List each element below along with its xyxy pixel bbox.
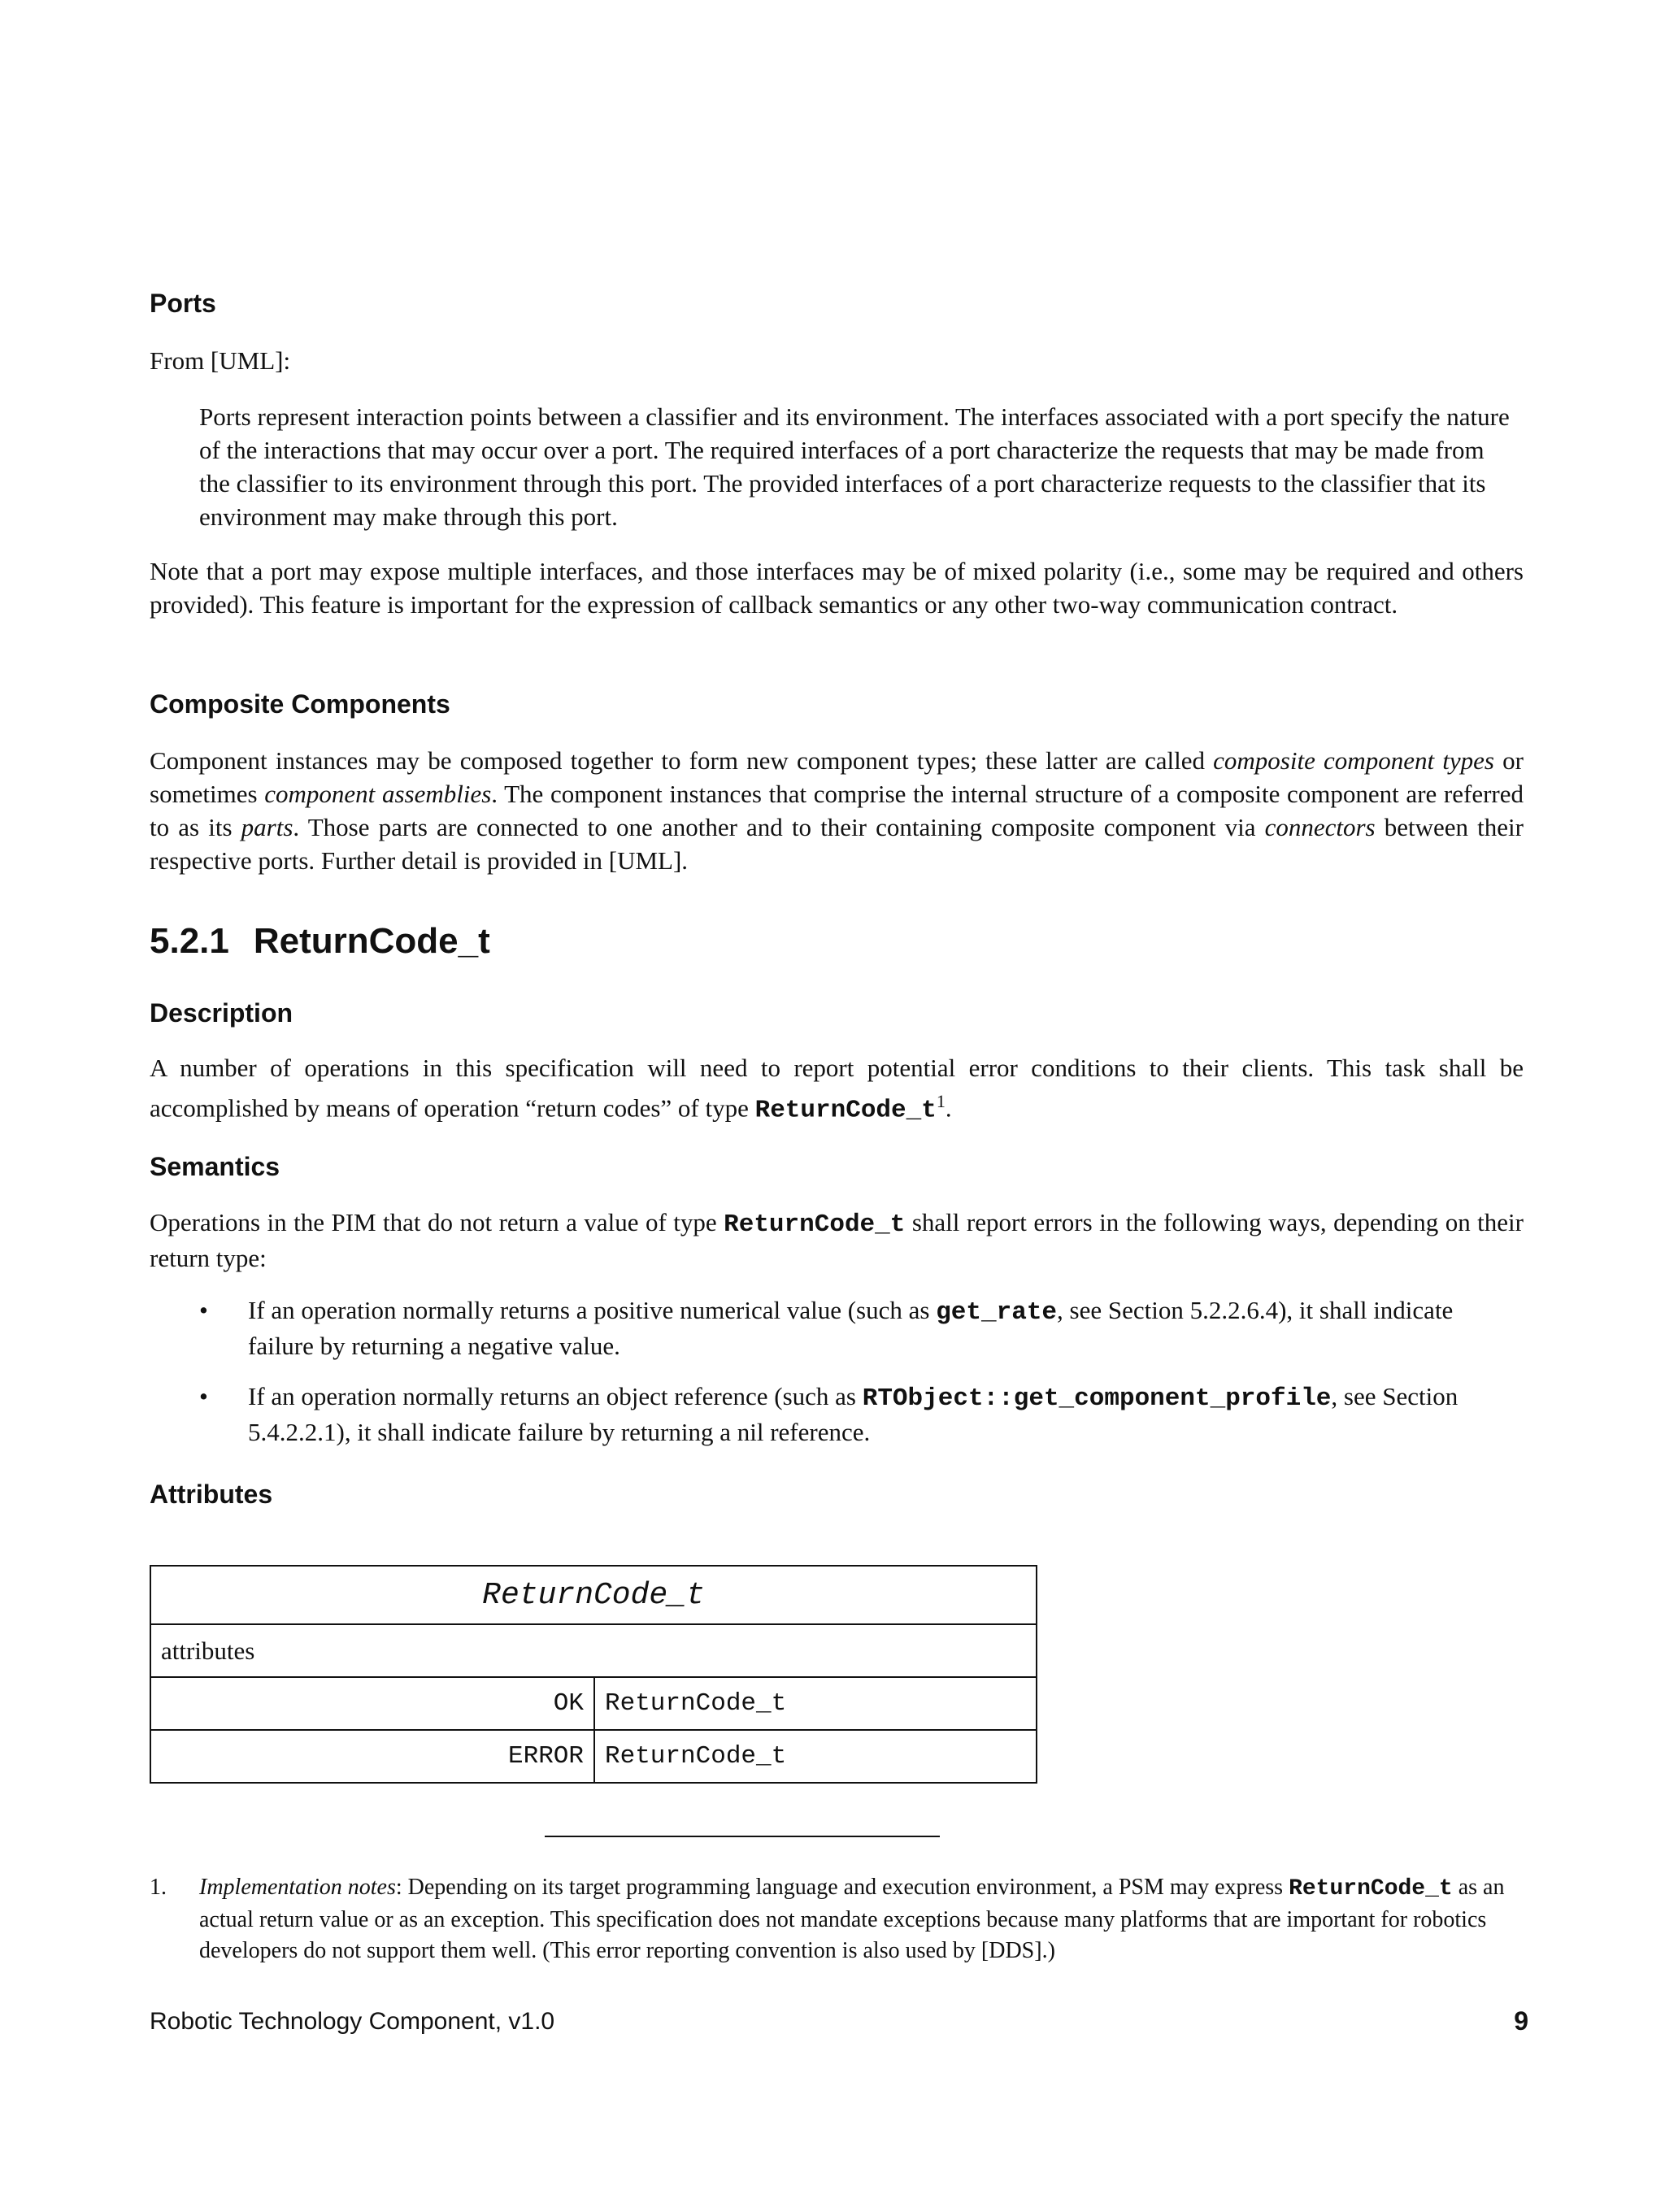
footnote-label: Implementation notes <box>199 1875 396 1900</box>
attribute-type: ReturnCode_t <box>594 1730 1037 1783</box>
composite-paragraph <box>150 744 1524 877</box>
attribute-type: ReturnCode_t <box>594 1677 1037 1730</box>
attributes-heading: Attributes <box>150 1480 273 1509</box>
bullet-text-after: , see Section 5.2.2.6.4), it shall indicate failure by returning a negative value. <box>248 1296 1454 1360</box>
footnote-text-1: : Depending on its target programming language and execution environment, a PSM may express <box>395 1875 1289 1900</box>
composite-text-2: or sometimes <box>150 746 1524 808</box>
bullet-text-after: , see Section 5.4.2.2.1), it shall indicate failure by returning a nil reference. <box>248 1382 1459 1446</box>
section-number: 5.2.1 <box>150 921 229 961</box>
bullet-item <box>199 1293 1524 1362</box>
composite-term-2: component assemblies <box>264 780 492 808</box>
composite-term-4: connectors <box>1264 813 1376 841</box>
semantics-text-1: Operations in the PIM that do not return a value of type <box>150 1208 724 1236</box>
bullet-code: get_rate <box>936 1298 1058 1327</box>
description-heading: Description <box>150 998 293 1028</box>
footnote-separator <box>545 1836 940 1837</box>
composite-heading: Composite Components <box>150 689 450 719</box>
table-section-row <box>150 1624 1037 1677</box>
footnote-reference[interactable]: 1 <box>936 1091 946 1111</box>
description-paragraph <box>150 1051 1524 1127</box>
bullet-text-before: If an operation normally returns an object reference (such as <box>248 1382 863 1410</box>
table-section-label: attributes <box>150 1624 1037 1677</box>
bullet-text <box>248 1293 1524 1362</box>
attributes-table <box>150 1565 1037 1784</box>
description-text-1: A number of operations in this specification will need to report potential error conditions to their clients. This task shall be accomplished by means of operation “return codes” of type <box>150 1054 1524 1123</box>
footer-page-number: 9 <box>1514 2006 1528 2036</box>
table-row <box>150 1677 1037 1730</box>
bullet-marker: • <box>199 1382 208 1410</box>
section-title: ReturnCode_t <box>253 921 490 961</box>
footnote-text <box>199 1872 1528 1966</box>
composite-text-4: . Those parts are connected to one another and to their containing composite component via <box>293 813 1265 841</box>
table-row <box>150 1730 1037 1783</box>
composite-term-1: composite component types <box>1213 746 1494 775</box>
section-heading <box>150 921 490 962</box>
returncode-code: ReturnCode_t <box>724 1210 906 1239</box>
footnote-code: ReturnCode_t <box>1289 1876 1453 1901</box>
ports-note: Note that a port may expose multiple interfaces, and those interfaces may be of mixed polarity (i.e., some may be required and others provided). This feature is important for the expression of callback semantics or any other two-way communication contract. <box>150 557 1524 619</box>
composite-text-1: Component instances may be composed together to form new component types; these latter are called <box>150 746 1214 775</box>
footnote <box>150 1872 1528 1966</box>
footer-document-title: Robotic Technology Component, v1.0 <box>150 2008 555 2035</box>
attribute-name: OK <box>150 1677 594 1730</box>
bullet-item <box>199 1380 1524 1449</box>
semantics-paragraph <box>150 1206 1524 1275</box>
bullet-code: RTObject::get_component_profile <box>862 1384 1332 1413</box>
description-text-2: . <box>945 1093 952 1123</box>
ports-heading: Ports <box>150 289 216 318</box>
semantics-bullet-list <box>199 1293 1524 1449</box>
bullet-text <box>248 1380 1524 1449</box>
returncode-code: ReturnCode_t <box>754 1096 937 1125</box>
bullet-text-before: If an operation normally returns a positive numerical value (such as <box>248 1296 937 1324</box>
composite-text-3: . The component instances that comprise the internal structure of a composite component are referred to as its <box>150 780 1524 841</box>
ports-from-text: From [UML]: <box>150 346 291 375</box>
composite-text-5: between their respective ports. Further detail is provided in [UML]. <box>150 813 1524 875</box>
footnote-text-2: as an actual return value or as an exception. This specification does not mandate exceptions because many platforms that are important for robotics developers do not support them well. (This error reporting convention is also used by [DDS].) <box>199 1875 1505 1963</box>
ports-quote: Ports represent interaction points between a classifier and its environment. The interfaces associated with a port specify the nature of the interactions that may occur over a port. The required interfaces of a port characterize the requests that may be made from the classifier to its environment through this port. The provided interfaces of a port characterize requests to the classifier that its environment may make through this port. <box>199 402 1510 531</box>
footnote-number: 1. <box>150 1875 167 1900</box>
attribute-name: ERROR <box>150 1730 594 1783</box>
semantics-text-2: shall report errors in the following ways, depending on their return type: <box>150 1208 1524 1272</box>
composite-term-3: parts <box>241 813 293 841</box>
bullet-marker: • <box>199 1296 208 1324</box>
table-title-row <box>150 1566 1037 1624</box>
table-title: ReturnCode_t <box>150 1566 1037 1624</box>
semantics-heading: Semantics <box>150 1152 280 1181</box>
